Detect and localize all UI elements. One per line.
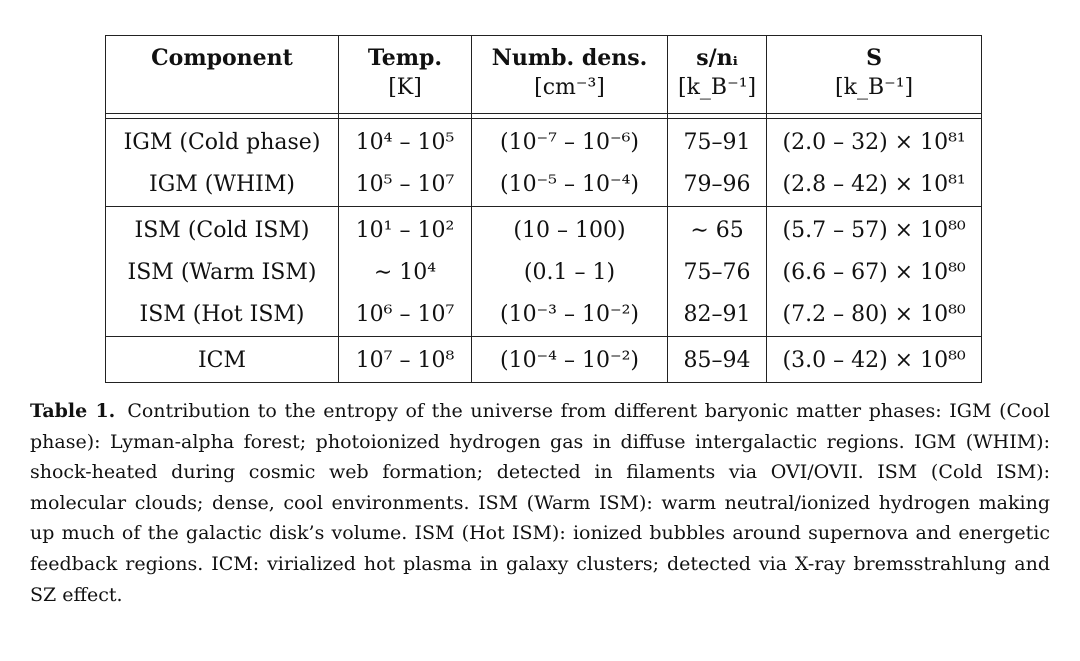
- caption-label: Table 1.: [30, 400, 116, 422]
- header-component: Component: [106, 36, 339, 76]
- header-component-unit: [106, 75, 339, 114]
- cell-total-entropy: (6.6 – 67) × 10⁸⁰: [767, 252, 982, 294]
- table-row: [106, 164, 982, 207]
- cell-entropy-per-particle: 79–96: [668, 164, 767, 207]
- header-entropy-per-particle: s/nᵢ: [668, 36, 767, 76]
- cell-entropy-per-particle: 75–76: [668, 252, 767, 294]
- cell-entropy-per-particle: 85–94: [668, 337, 767, 383]
- cell-temp: 10⁵ – 10⁷: [339, 164, 472, 207]
- cell-total-entropy: (2.0 – 32) × 10⁸¹: [767, 119, 982, 165]
- cell-component: ICM: [106, 337, 339, 383]
- entropy-table: [105, 35, 982, 383]
- cell-temp: ∼ 10⁴: [339, 252, 472, 294]
- table-row: [106, 337, 982, 383]
- table-caption: [30, 396, 1050, 610]
- cell-number-density: (10⁻⁷ – 10⁻⁶): [472, 119, 668, 165]
- cell-number-density: (10⁻⁴ – 10⁻²): [472, 337, 668, 383]
- cell-total-entropy: (5.7 – 57) × 10⁸⁰: [767, 207, 982, 253]
- table-header: [106, 36, 982, 114]
- cell-total-entropy: (7.2 – 80) × 10⁸⁰: [767, 294, 982, 337]
- header-row-units: [106, 75, 982, 114]
- header-temp-unit: [K]: [339, 75, 472, 114]
- header-entropy-per-particle-unit: [k_B⁻¹]: [668, 75, 767, 114]
- cell-entropy-per-particle: 82–91: [668, 294, 767, 337]
- table-row: [106, 207, 982, 253]
- header-total-entropy-unit: [k_B⁻¹]: [767, 75, 982, 114]
- header-number-density-unit: [cm⁻³]: [472, 75, 668, 114]
- caption-text: Contribution to the entropy of the universe from different baryonic matter phases: IGM (Cool phase): Lyman-alpha forest; photoionized hydrogen gas in diffuse intergalactic regions. IGM (WHIM): shock-heated during cosmic web formation; detected in filaments via OVI/OVII. ISM (Cold ISM): molecular clouds; dense, cool environments. ISM (Warm ISM): warm neutral/ionized hydrogen making up much of the galactic disk’s volume. ISM (Hot ISM): ionized bubbles around supernova and energetic feedback regions. ICM: virialized hot plasma in galaxy clusters; detected via X-ray bremsstrahlung and SZ effect.: [30, 400, 1050, 606]
- cell-number-density: (10⁻³ – 10⁻²): [472, 294, 668, 337]
- table-body: [106, 119, 982, 383]
- table-row: [106, 119, 982, 165]
- table-row: [106, 252, 982, 294]
- cell-number-density: (10 – 100): [472, 207, 668, 253]
- cell-component: ISM (Warm ISM): [106, 252, 339, 294]
- cell-number-density: (10⁻⁵ – 10⁻⁴): [472, 164, 668, 207]
- cell-component: IGM (Cold phase): [106, 119, 339, 165]
- header-total-entropy: S: [767, 36, 982, 76]
- cell-temp: 10⁶ – 10⁷: [339, 294, 472, 337]
- cell-entropy-per-particle: ∼ 65: [668, 207, 767, 253]
- header-number-density: Numb. dens.: [472, 36, 668, 76]
- cell-total-entropy: (2.8 – 42) × 10⁸¹: [767, 164, 982, 207]
- cell-entropy-per-particle: 75–91: [668, 119, 767, 165]
- header-temp: Temp.: [339, 36, 472, 76]
- cell-number-density: (0.1 – 1): [472, 252, 668, 294]
- table-row: [106, 294, 982, 337]
- header-row-titles: [106, 36, 982, 76]
- cell-temp: 10⁷ – 10⁸: [339, 337, 472, 383]
- cell-component: ISM (Hot ISM): [106, 294, 339, 337]
- cell-total-entropy: (3.0 – 42) × 10⁸⁰: [767, 337, 982, 383]
- cell-temp: 10¹ – 10²: [339, 207, 472, 253]
- cell-component: ISM (Cold ISM): [106, 207, 339, 253]
- cell-temp: 10⁴ – 10⁵: [339, 119, 472, 165]
- entropy-table-container: [105, 35, 982, 383]
- cell-component: IGM (WHIM): [106, 164, 339, 207]
